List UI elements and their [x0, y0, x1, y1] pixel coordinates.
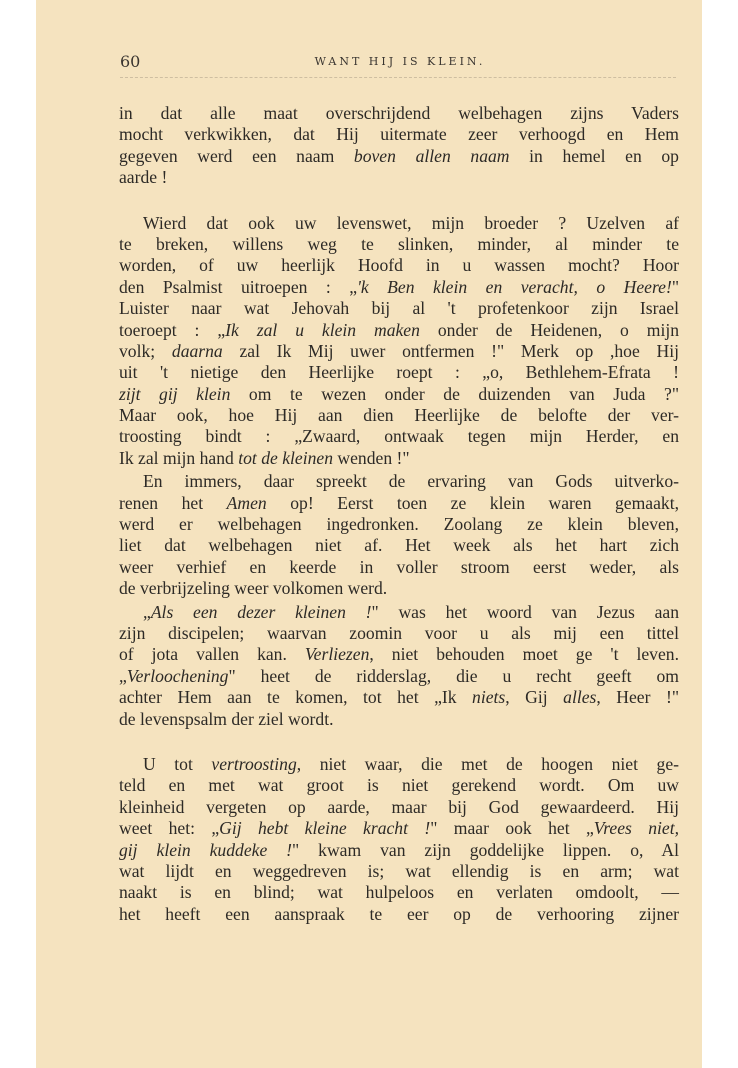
emphasis: boven allen naam	[353, 145, 510, 166]
text-line: troosting bindt : „Zwaard, ontwaak tegen mijn Herder, en	[119, 426, 679, 447]
emphasis: alles	[563, 687, 597, 708]
text-line: zijt gij klein om te wezen onder de duizenden van Juda ?"	[119, 383, 679, 404]
text-line: „Verloochening" heet de ridderslag, die u recht geeft om	[119, 665, 679, 686]
text-line: aarde !	[119, 167, 168, 188]
text-line: zijn discipelen; waarvan zoomin voor u als mij een tittel	[119, 622, 679, 643]
emphasis: tot de kleinen	[238, 447, 334, 468]
text-line: naakt is en blind; wat hulpeloos en verlaten omdoolt, —	[119, 882, 679, 903]
text-line: Wierd dat ook uw levenswet, mijn broeder ? Uzelven af	[143, 212, 679, 233]
text-line: mocht verkwikken, dat Hij uitermate zeer verhoogd en Hem	[119, 124, 679, 145]
emphasis: Als een dezer kleinen !	[150, 601, 372, 622]
text-line: toeroept : „Ik zal u klein maken onder de Heidenen, o mijn	[119, 319, 680, 340]
text-line: de levenspsalm der ziel wordt.	[119, 708, 334, 729]
text-line: gegeven werd een naam boven allen naam in hemel en op	[119, 145, 679, 166]
text-line: wat lijdt en weggedreven is; wat ellendig is en arm; wat	[119, 860, 679, 881]
emphasis: Ik zal u klein maken	[225, 319, 420, 340]
text-line: Maar ook, hoe Hij aan dien Heerlijke de belofte der ver-	[119, 405, 679, 426]
emphasis: Amen	[226, 492, 267, 513]
text-line: Ik zal mijn hand tot de kleinen wenden !"	[119, 447, 410, 468]
emphasis: niets	[472, 687, 506, 708]
emphasis: zijt gij klein	[119, 383, 231, 404]
emphasis: Verloochening	[126, 665, 229, 686]
paragraph-1	[119, 103, 679, 189]
text-line: werd er welbehagen ingedronken. Zoolang ze klein bleven,	[119, 514, 679, 535]
emphasis: gij klein kuddeke !	[119, 839, 293, 860]
text-line: teld en met wat groot is niet gerekend wordt. Om uw	[119, 775, 679, 796]
text-line: En immers, daar spreekt de ervaring van Gods uitverko-	[143, 471, 679, 492]
page-header	[120, 52, 680, 74]
header-rule	[120, 77, 676, 78]
paragraph-3	[119, 471, 679, 599]
emphasis: Gij hebt kleine kracht !	[219, 818, 431, 839]
text-line: worden, of uw heerlijk Hoofd in u wassen mocht? Hoor	[119, 255, 679, 276]
paragraph-2	[119, 213, 679, 470]
text-line: te breken, willens weg te slinken, minder, al minder te	[119, 233, 679, 254]
text-line: kleinheid vergeten op aarde, maar bij God gewaardeerd. Hij	[119, 796, 679, 817]
emphasis: vertroosting	[211, 753, 297, 774]
text-line: weer verhief en keerde in voller stroom eerst weder, als	[119, 556, 679, 577]
book-page	[36, 0, 702, 1068]
text-line: gij klein kuddeke !" kwam van zijn goddelijke lippen. o, Al	[119, 839, 679, 860]
text-line: den Psalmist uitroepen : „'k Ben klein en veracht, o Heere!"	[119, 276, 679, 297]
body-text	[119, 103, 679, 925]
paragraph-5	[119, 754, 679, 925]
text-line: liet dat welbehagen niet af. Het week als het hart zich	[119, 535, 679, 556]
emphasis: Vrees niet,	[593, 818, 680, 839]
text-line: in dat alle maat overschrijdend welbehagen zijns Vaders	[119, 103, 679, 123]
text-line: weet het: „Gij hebt kleine kracht !" maar ook het „Vrees niet,	[119, 818, 680, 839]
text-line: uit 't nietige den Heerlijke roept : „o, Bethlehem-Efrata !	[119, 362, 679, 383]
text-line: achter Hem aan te komen, tot het „Ik niets, Gij alles, Heer !"	[119, 687, 679, 708]
emphasis: daarna	[171, 340, 223, 361]
text-line: of jota vallen kan. Verliezen, niet behouden moet ge 't leven.	[119, 644, 679, 665]
text-line: renen het Amen op! Eerst toen ze klein waren gemaakt,	[119, 492, 679, 513]
text-line: Luister naar wat Jehovah bij al 't profetenkoor zijn Israel	[119, 298, 679, 319]
emphasis: 'k Ben klein en veracht, o Heere!	[357, 276, 672, 297]
text-line: de verbrijzeling weer volkomen werd.	[119, 578, 388, 599]
text-line: het heeft een aanspraak te eer op de verhooring zijner	[119, 903, 679, 924]
page-number: 60	[120, 52, 141, 71]
running-head: WANT HIJ IS KLEIN.	[314, 55, 486, 68]
text-line: „Als een dezer kleinen !" was het woord van Jezus aan	[143, 601, 679, 622]
text-line: volk; daarna zal Ik Mij uwer ontfermen !" Merk op ,hoe Hij	[119, 340, 679, 361]
text-line: U tot vertroosting, niet waar, die met de hoogen niet ge-	[143, 753, 679, 774]
emphasis: Verliezen	[304, 644, 370, 665]
paragraph-4	[119, 602, 679, 730]
